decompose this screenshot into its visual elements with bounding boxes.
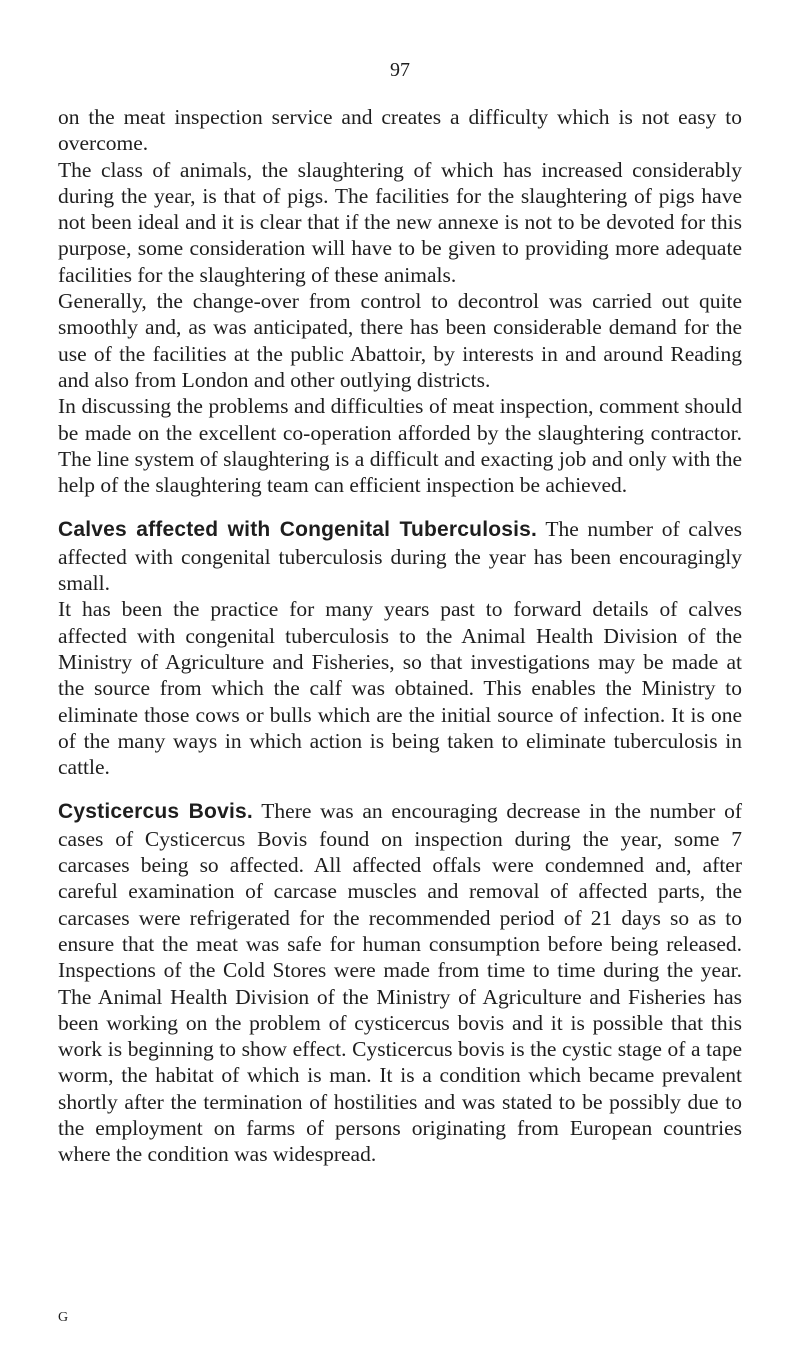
paragraph-decontrol: Generally, the change-over from control to decontrol was carried out quite smoothly and, as was anticipated, there has been considerable demand for the use of the facilities at the public Abattoir, by interests in and around Reading and also from London and other outlying districts. (58, 289, 742, 392)
paragraph-calves-details: It has been the practice for many years past to forward details of calves affected with congenital tuberculosis to the Animal Health Division of the Ministry of Agriculture and Fisheries, so that investigations may be made at the source from which the calf was obtained. This enables the Ministry to eliminate those cows or bulls which are the initial source of infection. It is one of the many ways in which action is being taken to eliminate tuberculosis in cattle. (58, 597, 742, 780)
paragraph-co-operation: In discussing the problems and difficulties of meat inspection, comment should be made on the excellent co-operation afforded by the slaughtering contractor. The line system of slaughtering is a difficult and exacting job and only with the help of the slaughtering team can efficient inspection be achieved. (58, 394, 742, 498)
page-body (58, 104, 742, 1168)
calves-heading: Calves affected with Congenital Tuberculosis. (58, 518, 538, 542)
cysticercus-body: There was an encouraging decrease in the number of cases of Cysticercus Bovis found on inspection during the year, some 7 carcases being so affected. All affected offals were condemned and, after careful examination of carcase muscles and removal of affected parts, the carcases were refrigerated for the recommended period of 21 days so as to ensure that the meat was safe for human consumption before being released. Inspections of the Cold Stores were made from time to time during the year. The Animal Health Division of the Ministry of Agriculture and Fisheries has been working on the problem of cysticercus bovis and it is possible that this work is beginning to show effect. Cysticercus bovis is the cystic stage of a tape worm, the habitat of which is man. It is a condition which became prevalent shortly after the termination of hostilities and was stated to be possibly due to the employment on farms of persons originating from European countries where the condition was widespread. (58, 799, 742, 1167)
paragraph-pigs: The class of animals, the slaughtering of which has increased considerably during the year, is that of pigs. The facilities for the slaughtering of pigs have not been ideal and it is clear that if the new annexe is not to be devoted for this purpose, some consideration will have to be given to providing more adequate facilities for the slaughtering of these animals. (58, 157, 742, 287)
cysticercus-heading: Cysticercus Bovis. (58, 800, 253, 824)
section-cysticercus (58, 798, 742, 1167)
paragraph-continuation: on the meat inspection service and creates a difficulty which is not easy to overcome. (58, 105, 742, 156)
calves-body: The number of calves affected with congenital tuberculosis during the year has been encouragingly small. (58, 517, 742, 596)
page-number: 97 (390, 59, 410, 81)
section-calves (58, 516, 742, 596)
signature-mark: G (58, 1310, 69, 1325)
